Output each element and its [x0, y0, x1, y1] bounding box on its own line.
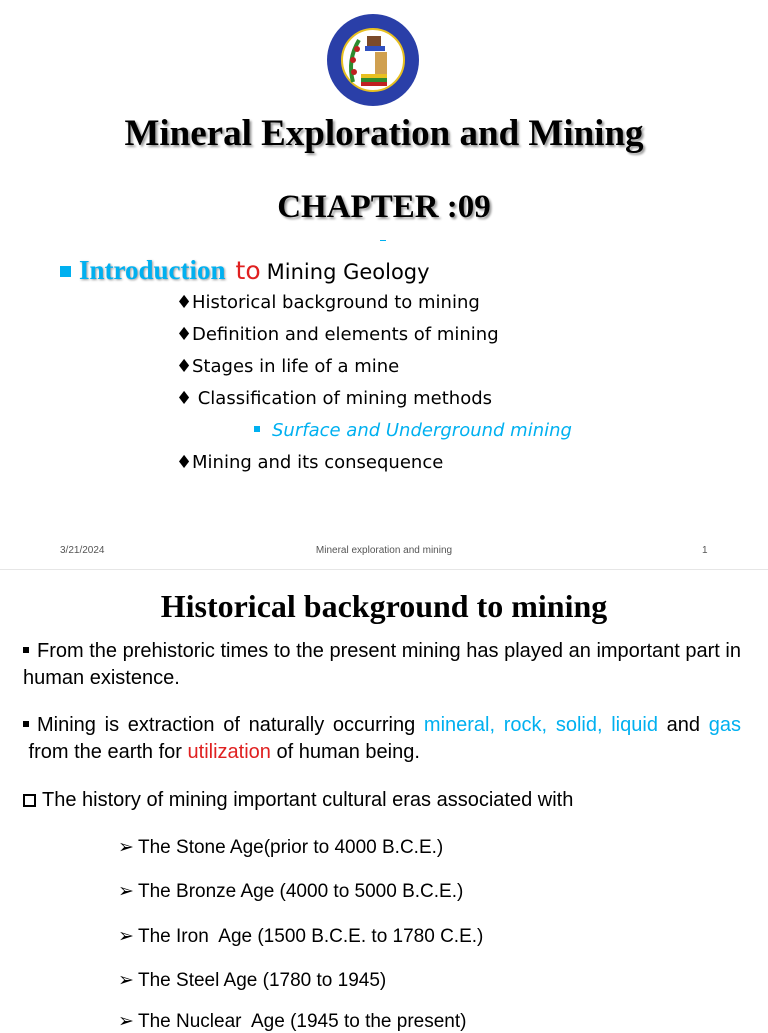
era-label: The Nuclear Age (1945 to the present) — [138, 1011, 467, 1032]
paragraph-text: Mining is extraction of naturally occurring — [37, 714, 424, 736]
era-item — [118, 880, 463, 903]
toc-item-label: Mining and its consequence — [192, 452, 444, 473]
era-item — [118, 969, 386, 992]
diamond-bullet-icon: ♦ — [176, 324, 193, 345]
footer-page-number: 1 — [702, 545, 708, 556]
square-bullet-icon — [254, 426, 260, 432]
toc-sub-item-label: Surface and Underground mining — [272, 420, 572, 441]
diamond-bullet-icon: ♦ — [176, 292, 193, 313]
highlight-gas: gas — [708, 714, 742, 736]
intro-word-to: to — [235, 256, 261, 285]
slide-divider — [0, 569, 768, 570]
intro-line — [60, 255, 430, 286]
logo-text — [330, 92, 342, 93]
decorative-dash — [380, 240, 386, 241]
history-question-text: The history of mining important cultural eras associated with — [42, 789, 574, 811]
paragraph-text: of human being. — [270, 741, 420, 763]
intro-word-introduction: Introduction — [79, 255, 226, 285]
era-item — [118, 836, 443, 859]
arrow-bullet-icon: ➢ — [118, 970, 134, 991]
toc-item — [176, 452, 443, 473]
era-label: The Iron Age (1500 B.C.E. to 1780 C.E.) — [138, 926, 484, 947]
toc-item-label: Historical background to mining — [192, 292, 480, 313]
paragraph-prehistoric — [23, 638, 741, 692]
history-question — [23, 789, 573, 812]
era-label: The Bronze Age (4000 to 5000 B.C.E.) — [138, 881, 464, 902]
arrow-bullet-icon: ➢ — [118, 926, 134, 947]
slide2-title: Historical background to mining — [160, 588, 608, 624]
paragraph-text: and — [657, 714, 709, 736]
era-label: The Steel Age (1780 to 1945) — [138, 970, 387, 991]
toc-item — [176, 356, 399, 377]
highlight-materials: mineral, rock, solid, liquid — [423, 714, 658, 736]
paragraph-definition — [23, 712, 741, 766]
highlight-utilization: utilization — [187, 741, 271, 763]
university-logo — [325, 12, 421, 108]
arrow-bullet-icon: ➢ — [118, 1011, 134, 1032]
arrow-bullet-icon: ➢ — [118, 837, 134, 858]
checkbox-bullet-icon — [23, 794, 36, 807]
footer-date: 3/21/2024 — [60, 545, 105, 556]
toc-item-label: Stages in life of a mine — [192, 356, 400, 377]
diamond-bullet-icon: ♦ — [176, 452, 193, 473]
diamond-bullet-icon: ♦ — [176, 388, 193, 409]
arrow-bullet-icon: ➢ — [118, 881, 134, 902]
diamond-bullet-icon: ♦ — [176, 356, 193, 377]
toc-item-label: Definition and elements of mining — [192, 324, 499, 345]
era-item — [118, 1010, 466, 1033]
square-bullet-icon — [23, 647, 29, 653]
footer-title: Mineral exploration and mining — [315, 545, 453, 556]
toc-item — [176, 324, 499, 345]
toc-item-label: Classification of mining methods — [192, 388, 493, 409]
slide1-title: Mineral Exploration and Mining — [124, 113, 644, 154]
paragraph-text: from the earth for — [23, 741, 188, 763]
paragraph-text: From the prehistoric times to the present mining has played an important part in human existence. — [23, 640, 741, 689]
toc-item — [176, 388, 492, 409]
chapter-heading: CHAPTER :09 — [277, 189, 491, 225]
era-item — [118, 925, 483, 948]
intro-word-topic: Mining Geology — [266, 260, 430, 284]
square-bullet-icon — [23, 721, 29, 727]
square-bullet-icon — [60, 266, 71, 277]
era-label: The Stone Age(prior to 4000 B.C.E.) — [138, 837, 444, 858]
toc-item — [176, 292, 480, 313]
toc-sub-item — [254, 420, 572, 441]
